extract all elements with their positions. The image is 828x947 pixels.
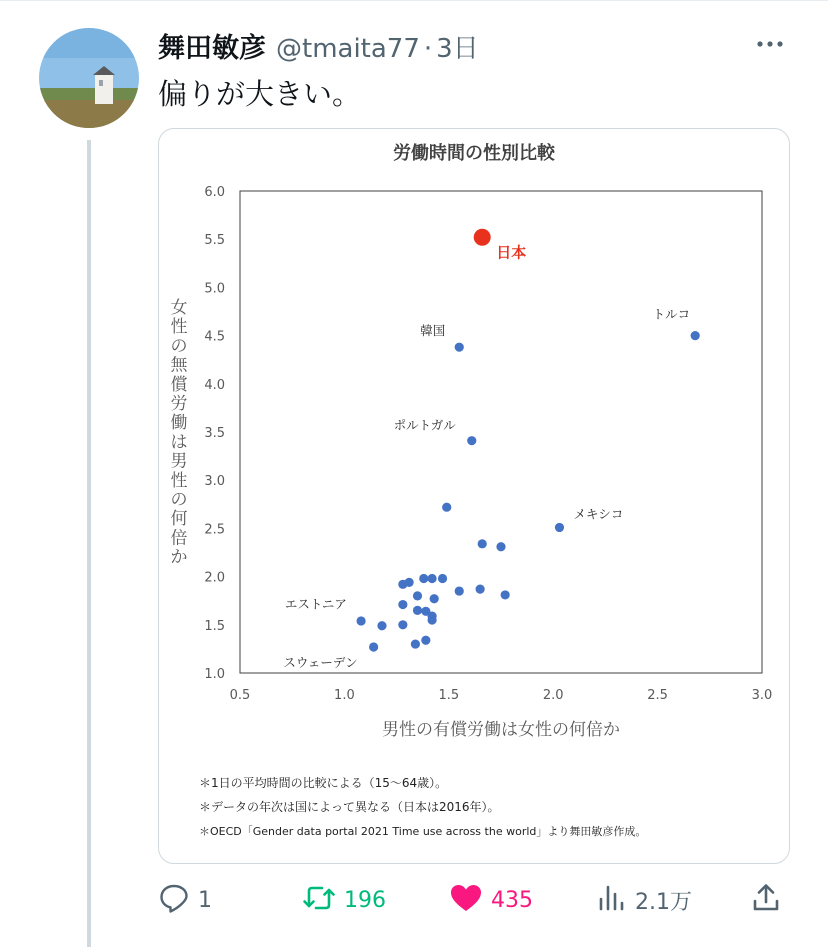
data-point: [555, 523, 564, 532]
tweet-text: 偏りが大きい。: [158, 77, 362, 111]
y-tick-label: 4.5: [204, 329, 225, 345]
separator-dot: ·: [423, 34, 433, 64]
tweet-header: [158, 26, 479, 62]
retweet-count: 196: [344, 887, 386, 913]
retweet-icon: [302, 882, 336, 918]
data-point: [496, 542, 505, 551]
point-label: 韓国: [420, 323, 446, 339]
data-point: [405, 578, 414, 587]
x-tick-label: 3.0: [751, 688, 773, 703]
x-tick-label: 1.5: [438, 688, 460, 703]
tweet-actions: [0, 878, 828, 922]
point-label: トルコ: [652, 306, 691, 322]
data-point: [377, 621, 386, 630]
scatter-chart: [159, 129, 789, 863]
data-point: [398, 600, 407, 609]
views-count: 2.1万: [635, 889, 692, 915]
top-divider: [0, 0, 828, 1]
y-tick-label: 5.5: [204, 233, 225, 249]
y-tick-labels: [204, 185, 225, 682]
y-tick-label: 5.0: [204, 281, 225, 297]
reply-button[interactable]: [158, 878, 212, 922]
chart-title: 労働時間の性別比較: [393, 143, 555, 164]
x-tick-label: 2.0: [542, 688, 564, 703]
data-point: [398, 620, 407, 629]
point-label: ポルトガル: [393, 417, 456, 433]
like-count: 435: [491, 887, 533, 913]
point-label: メキシコ: [573, 506, 624, 522]
data-point: [427, 574, 436, 583]
share-button[interactable]: [750, 878, 782, 922]
y-axis-label: [171, 298, 189, 568]
x-tick-label: 2.5: [647, 688, 668, 703]
data-point: [691, 331, 700, 340]
y-tick-label: 1.0: [204, 667, 225, 682]
data-point: [455, 343, 464, 352]
note-2: ＊データの年次は国によって異なる（日本は2016年）。: [199, 800, 500, 814]
author-handle[interactable]: @tmaita77: [276, 34, 420, 64]
point-label: 日本: [496, 243, 527, 262]
like-button[interactable]: [449, 878, 533, 922]
data-point: [438, 574, 447, 583]
views-button[interactable]: [597, 878, 692, 922]
retweet-button[interactable]: [302, 878, 386, 922]
y-tick-label: 6.0: [204, 185, 225, 200]
more-options-icon[interactable]: [754, 34, 786, 54]
avatar[interactable]: [39, 28, 139, 128]
point-label: スウェーデン: [283, 654, 358, 670]
y-tick-label: 3.0: [204, 474, 225, 490]
x-tick-label: 0.5: [229, 688, 251, 703]
y-tick-label: 1.5: [204, 618, 225, 634]
data-point-highlight: [474, 229, 491, 246]
point-label: エストニア: [284, 596, 347, 612]
data-point: [467, 436, 476, 445]
data-point: [455, 586, 464, 595]
share-icon: [750, 882, 782, 918]
x-tick-labels: [230, 688, 773, 703]
data-point: [476, 585, 485, 594]
y-tick-label: 2.0: [204, 570, 225, 586]
note-1: ＊1日の平均時間の比較による（15～64歳）。: [199, 776, 448, 790]
views-chart-icon: [597, 882, 627, 918]
point-labels: [283, 243, 690, 670]
data-point: [413, 606, 422, 615]
x-tick-label: 1.0: [334, 688, 355, 703]
data-point: [478, 539, 487, 548]
data-points: [357, 229, 700, 652]
y-tick-label: 4.0: [204, 377, 225, 393]
data-point: [501, 590, 510, 599]
data-point: [421, 636, 430, 645]
chart-image-card[interactable]: [158, 128, 790, 864]
data-point: [357, 616, 366, 625]
data-point: [419, 574, 428, 583]
y-axis-label-text: 女性の無償労働は男性の何倍か: [170, 297, 188, 568]
data-point: [442, 503, 451, 512]
data-point: [413, 591, 422, 600]
y-tick-label: 2.5: [204, 522, 225, 538]
thread-line: [87, 140, 91, 947]
y-tick-label: 3.5: [204, 426, 225, 441]
data-point: [427, 615, 436, 624]
x-axis-label: 男性の有償労働は女性の何倍か: [382, 720, 620, 740]
reply-icon: [158, 882, 190, 918]
data-point: [369, 642, 378, 651]
author-name[interactable]: 舞田敏彦: [158, 33, 266, 64]
heart-icon: [449, 882, 483, 918]
note-3: ＊OECD「Gender data portal 2021 Time use across the world」より舞田敏彦作成。: [199, 825, 647, 838]
tweet-timestamp[interactable]: 3日: [436, 34, 479, 64]
data-point: [430, 594, 439, 603]
data-point: [411, 639, 420, 648]
reply-count: 1: [198, 887, 212, 913]
